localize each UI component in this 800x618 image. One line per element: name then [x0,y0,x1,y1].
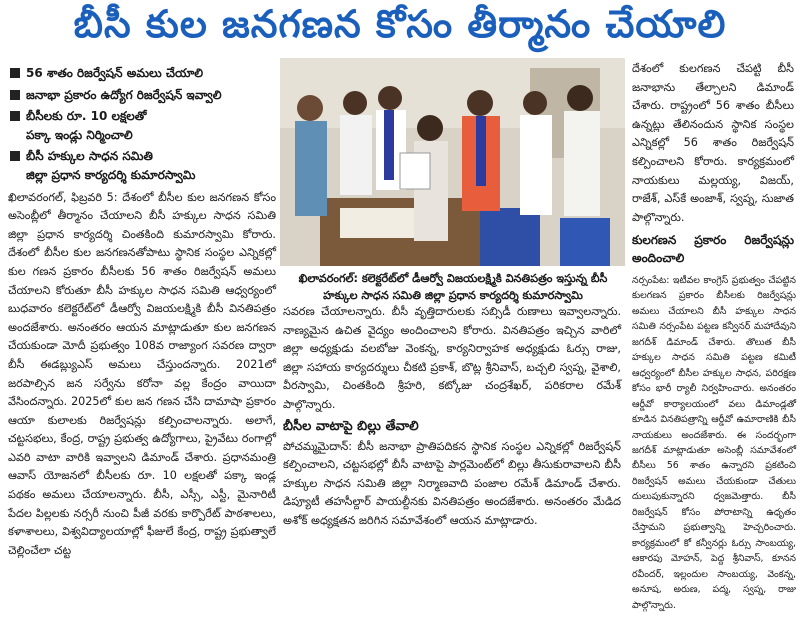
photo-caption: ఖిలావరంగల్: కలెక్టరేట్‌లో డీఆర్వో విజయలక్ష్మికి వినతిపత్రం ఇస్తున్న బీసీ హక్కుల సాధన సమితి జిల్లా ప్రధాన కార్యదర్శి కుమారస్వామి [298,272,608,302]
article-body-right-1: దేశంలో కులగణన చేపట్టి బీసీ జనాభాను తేల్చాలని డిమాండ్ చేశారు. రాష్ట్రంలో 56 శాతం బీసీలు ఉన్నట్లు తేలినందున స్థానిక సంస్థల ఎన్నికల్లో 56 శాతం రిజర్వేషన్ కల్పించాలని కోరారు. కార్యక్రమంలో నాయకులు మల్లయ్య, విజయ్, రాజేశ్, ఎస్‌కే అంజాశ్, స్వప్న, సుజాత పాల్గొన్నారు. [632,62,794,224]
article-body-mid-2: పోచమ్మమైదాన్: బీసీ జనాభా ప్రాతిపదికన స్థానిక సంస్థల ఎన్నికల్లో రిజర్వేషన్ కల్పించాలని, చట్టసభల్లో బీసీ వాటాపై పార్లమెంట్‌లో బిల్లు తీసుకురావాలని బీసీ హక్కుల సాధన సమితి జిల్లా నిర్మాణవాది పంజాల రమేశ్ డిమాండ్ చేశారు. డిప్యూటీ తహసీల్దార్ పాయల్దీనకు వినతిపత్రం అందజేశారు. అనంతరం మేడిద అశోక్ అధ్యక్షతన జరిగిన సమావేశంలో ఆయన మాట్లాడారు. [283,439,621,527]
square-bullet-icon [10,90,20,100]
mid-subheading: బీసీల వాటాపై బిల్లు తేవాలి [283,418,419,434]
square-bullet-icon [10,151,20,161]
right-column [632,60,794,271]
square-bullet-icon [10,111,20,121]
news-photo [280,58,625,266]
headline: బీసీ కుల జనగణన కోసం తీర్మానం చేయాలి [73,2,727,46]
bullet-item: బీసీ హక్కుల సాధన సమితి జిల్లా ప్రధాన కార్యదర్శి కుమారస్వామి [8,147,276,184]
article-body-right-2-wrap [632,273,796,613]
left-column [8,64,276,560]
highlight-bullets [8,64,276,185]
bullet-item: బీసీలకు రూ. 10 లక్షలతో పక్కా ఇండ్లు నిర్మించాలి [8,107,276,144]
right-subheading: కులగణన ప్రకారం రిజర్వేషన్లు అందించాలి [632,233,794,266]
article-body-right-2: నర్సంపేట: ఇటీవల కాంగ్రెస్ ప్రభుత్వం చేపట్టిన కులగణన ప్రకారం బీసీలకు రిజర్వేషన్లు అమలు చేయాలని బీసీ హక్కుల సాధన సమితి నర్సంపేట పట్టణ కన్వీనర్ మహాదేవుని జగదీశ్ డిమాండ్ చేశారు. తొలుత బీసీ హక్కుల సాధన సమితి పట్టణ కమిటీ ఆధ్వర్యంలో బీసీల హక్కుల సాధన, పరిరక్షణ కోసం భారీ ర్యాలీ నిర్వహించారు. అనంతరం ఆర్డీవో కార్యాలయంలో వలు డిమాండ్లతో కూడిన వినతిపత్రాన్ని ఆర్డీవో ఉమారాణికి బీసీ నాయకులు అందజేశారు. ఈ సందర్భంగా జగదీశ్ మాట్లాడుతూ అసెంబ్లీ సమావేశంలో బీసీలు 56 శాతం ఉన్నారని ప్రకటించి రిజర్వేషన్ అమలు చేయకుండా చేతులు దులుపుకున్నారని ధ్వజమెత్తారు. బీసీ రిజర్వేషన్ కోసం పోరాటాన్ని ఉధృతం చేస్తామని ప్రభుత్వాన్ని హెచ్చరించారు. కార్యక్రమంలో కో కన్వీనర్లు ఓర్సు సాంబయ్య, ఆకారపు మోహన్, పెద్ద శ్రీనివాస్, కూనన రవీందర్, ఇల్లందుల సాంబయ్య, వెంకన్న, అనూష, అరుణ, పద్మ, స్వప్న, రాజు పాల్గొన్నారు. [632,275,796,611]
middle-column [283,303,621,531]
bullet-item: జనాభా ప్రకారం ఉద్యోగ రిజర్వేషన్ ఇవ్వాలి [8,86,276,105]
square-bullet-icon [10,68,20,78]
article-body-left: ఖిలావరంగల్, ఫిబ్రవరి 5: దేశంలో బీసీల కుల జనగణన కోసం అసెంబ్లీలో తీర్మానం చేయాలని బీసీ హక్కుల సాధన సమితి జిల్లా ప్రధాన కార్యదర్శి చింతకింది కుమారస్వామి కోరారు. దేశంలో బీసీల కుల జనగణనతోపాటు స్థానిక సంస్థల ఎన్నికల్లో కుల గణన ప్రకారం బీసీలకు 56 శాతం రిజర్వేషన్ అమలు చేయాలని కోరుతూ బీసీ హక్కుల సాధన సమితి ఆధ్వర్యంలో బుధవారం కలెక్టరేట్‌లో డీఆర్వో విజయలక్ష్మికి బీసీ వినతిపత్రం అందజేశారు. అనంతరం ఆయన మాట్లాడుతూ కుల జనగణన చేయకుండా మోదీ ప్రభుత్వం 108వ రాజ్యాంగ సవరణ ద్వారా బీసీ ఈడబ్ల్యుఎస్ అమలు చేస్తుందన్నారు. 2021లో జరపాల్సిన జన సర్వేను కరోనా వల్ల కేంద్రం వాయిదా వేసిందన్నారు. 2025లో కుల జన గణన చేసి దామాషా ప్రకారం ఆయా కులాలకు రిజర్వేషన్లు కల్పించాలన్నారు. అలాగే, చట్టసభలు, కేంద్ర, రాష్ట్ర ప్రభుత్వ ఉద్యోగాలు, ప్రైవేటు రంగాల్లో ఎవరి వాటా వారికి ఇవ్వాలని డిమాండ్ చేశారు. ప్రధానమంత్రి ఆవాస్ యోజనలో బీసీలకు రూ. 10 లక్షలతో పక్కా ఇండ్ల పథకం అమలు చేయాలన్నారు. బీసీ, ఎస్సీ, ఎస్టీ, మైనారిటీ పేదల పిల్లలకు నర్సరీ నుంచి పీజీ వరకు కార్పొరేట్ పాఠశాలలు, కళాశాలలు, విశ్వవిద్యాలయాల్లో ఫీజులే కేంద్ర, రాష్ట్ర ప్రభుత్వాలే చెల్లించేలా చట్ట [8,190,276,557]
bullet-item: 56 శాతం రిజర్వేషన్ అమలు చేయాలి [8,64,276,83]
article-body-mid-1: సవరణ చేయాలన్నారు. బీసీ వృత్తిదారులకు సబ్సిడీ రుణాలు ఇవ్వాలన్నారు. నాణ్యమైన ఉచిత వైద్యం అందించాలని కోరారు. వినతిపత్రం ఇచ్చిన వారిలో జిల్లా అధ్యక్షుడు వలబోజు వెంకన్న, కార్యనిర్వాహక అధ్యక్షుడు ఓర్సు రాజు, జిల్లా సహాయ కార్యదర్శులు చీకటి ప్రకాశ్, బొట్ల శ్రీనివాస్, బచ్చలి స్వప్న, వైశాలి, వీరస్వామి, చింతకింది శ్రీహరి, కట్కోజు చంద్రశేఖర్, పరికరాల రమేశ్ పాల్గొన్నారు. [283,305,621,411]
photo-illustration [280,58,625,266]
